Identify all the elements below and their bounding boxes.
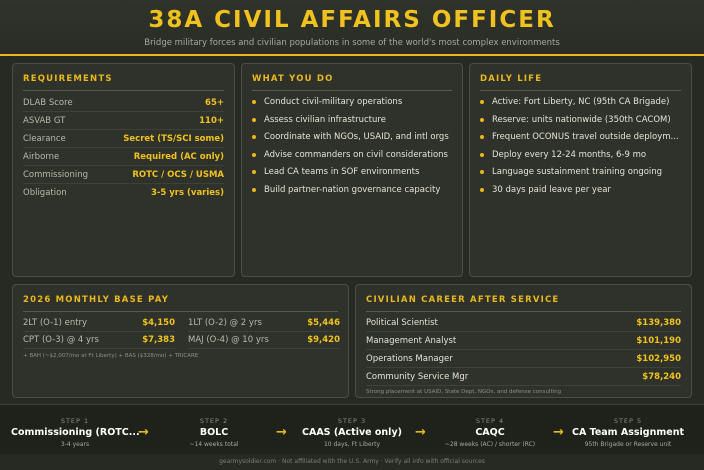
bullet-icon <box>480 153 484 157</box>
list-item: Coordinate with NGOs, USAID, and intl orgs <box>252 131 454 147</box>
step-duration: 3-4 years <box>60 441 90 448</box>
list-item: Advise commanders on civil considerations <box>252 149 454 165</box>
bullet-icon <box>252 170 256 174</box>
pay-row <box>23 333 175 349</box>
career-salary: $102,950 <box>636 354 681 364</box>
requirements-card <box>12 63 235 277</box>
career-salary: $139,380 <box>636 318 681 328</box>
bullet-icon <box>252 100 256 104</box>
bullet-icon <box>252 135 256 139</box>
what-you-do-card <box>241 63 463 277</box>
step-number: STEP 1 <box>60 417 90 425</box>
requirement-value: ROTC / OCS / USMA <box>132 170 224 180</box>
step-title: BOLC <box>199 427 229 438</box>
page-title: 38A CIVIL AFFAIRS OFFICER <box>148 7 556 33</box>
page-header <box>0 0 704 56</box>
pathway-step <box>150 405 278 455</box>
pay-title: 2026 MONTHLY BASE PAY <box>23 295 170 305</box>
requirement-row <box>23 186 224 202</box>
pathway-step <box>288 405 416 455</box>
arrow-right-icon: → <box>138 425 149 440</box>
divider <box>23 311 338 312</box>
list-item: Assess civilian infrastructure <box>252 114 454 130</box>
list-item: Reserve: units nationwide (350th CACOM) <box>480 114 683 130</box>
requirement-label: ASVAB GT <box>23 116 66 126</box>
bullet-icon <box>480 188 484 192</box>
requirement-row <box>23 132 224 148</box>
career-title: Political Scientist <box>366 318 438 328</box>
list-item: Lead CA teams in SOF environments <box>252 166 454 182</box>
civilian-career-card <box>355 284 692 398</box>
civilian-career-title: CIVILIAN CAREER AFTER SERVICE <box>366 295 560 305</box>
step-number: STEP 4 <box>475 417 505 425</box>
step-duration: ~14 weeks total <box>189 441 239 448</box>
career-pathway <box>0 404 704 454</box>
bullet-icon <box>480 135 484 139</box>
pay-amount: $7,383 <box>142 335 175 345</box>
requirement-label: Commissioning <box>23 170 89 180</box>
list-item: Active: Fort Liberty, NC (95th CA Brigade) <box>480 96 683 112</box>
career-title: Management Analyst <box>366 336 457 346</box>
civilian-footnote: Strong placement at USAID, State Dept, NGOs, and defense consulting <box>366 389 562 395</box>
career-row <box>366 351 681 368</box>
requirement-label: Airborne <box>23 152 60 162</box>
pay-grade: MAJ (O-4) @ 10 yrs <box>188 335 269 345</box>
requirement-value: 110+ <box>199 116 224 126</box>
daily-life-title: DAILY LIFE <box>480 74 543 84</box>
pay-grade: 2LT (O-1) entry <box>23 318 88 328</box>
requirement-row <box>23 150 224 166</box>
career-row <box>366 315 681 332</box>
step-number: STEP 3 <box>337 417 367 425</box>
requirement-label: Obligation <box>23 188 67 198</box>
pay-amount: $4,150 <box>142 318 175 328</box>
requirement-value: 65+ <box>205 98 224 108</box>
arrow-right-icon: → <box>553 425 564 440</box>
requirement-value: Required (AC only) <box>133 152 224 162</box>
step-duration: 95th Brigade or Reserve unit <box>584 441 672 448</box>
requirement-value: Secret (TS/SCI some) <box>123 134 224 144</box>
bullet-icon <box>480 170 484 174</box>
step-duration: 10 days, Ft Liberty <box>323 441 381 448</box>
bullet-icon <box>480 100 484 104</box>
step-title: CAAS (Active only) <box>302 427 402 438</box>
divider <box>23 90 224 91</box>
career-salary: $78,240 <box>642 372 681 382</box>
step-title: CAQC <box>475 427 505 438</box>
requirements-title: REQUIREMENTS <box>23 74 113 84</box>
step-title: Commissioning (ROTC... <box>11 427 140 438</box>
page-footer: gearmysoldier.com · Not affiliated with the U.S. Army · Verify all info with official sources <box>219 458 485 465</box>
pay-grade: CPT (O-3) @ 4 yrs <box>23 335 99 345</box>
divider <box>480 90 681 91</box>
arrow-right-icon: → <box>276 425 287 440</box>
requirement-row <box>23 96 224 112</box>
requirement-row <box>23 168 224 184</box>
list-item: Build partner-nation governance capacity <box>252 184 454 200</box>
pay-amount: $9,420 <box>307 335 340 345</box>
arrow-right-icon: → <box>415 425 426 440</box>
career-row <box>366 369 681 386</box>
career-salary: $101,190 <box>636 336 681 346</box>
pay-amount: $5,446 <box>307 318 340 328</box>
step-duration: ~28 weeks (AC) / shorter (RC) <box>444 441 536 448</box>
step-title: CA Team Assignment <box>571 427 685 438</box>
what-you-do-title: WHAT YOU DO <box>252 74 334 84</box>
career-title: Community Service Mgr <box>366 372 469 382</box>
pay-card <box>12 284 349 398</box>
bullet-icon <box>252 188 256 192</box>
bullet-icon <box>252 118 256 122</box>
list-item: Language sustainment training ongoing <box>480 166 683 182</box>
bullet-icon <box>480 118 484 122</box>
pay-row <box>188 316 340 332</box>
requirement-value: 3-5 yrs (varies) <box>150 188 224 198</box>
list-item: 30 days paid leave per year <box>480 184 683 200</box>
divider <box>366 311 681 312</box>
pathway-step <box>426 405 554 455</box>
pay-row <box>188 333 340 349</box>
bullet-icon <box>252 153 256 157</box>
requirement-row <box>23 114 224 130</box>
step-number: STEP 5 <box>613 417 643 425</box>
pay-grade: 1LT (O-2) @ 2 yrs <box>188 318 262 328</box>
daily-life-card <box>469 63 692 277</box>
career-title: Operations Manager <box>366 354 453 364</box>
divider <box>252 90 452 91</box>
pay-row <box>23 316 175 332</box>
pathway-step <box>11 405 139 455</box>
list-item: Conduct civil-military operations <box>252 96 454 112</box>
requirement-label: Clearance <box>23 134 66 144</box>
page-subtitle: Bridge military forces and civilian populations in some of the world's most complex environments <box>144 38 560 48</box>
career-row <box>366 333 681 350</box>
requirement-label: DLAB Score <box>23 98 73 108</box>
pathway-step <box>564 405 692 455</box>
list-item: Deploy every 12-24 months, 6-9 mo <box>480 149 683 165</box>
pay-footnote: + BAH (~$2,007/mo at Ft Liberty) + BAS ($328/mo) + TRICARE <box>23 353 199 359</box>
step-number: STEP 2 <box>199 417 229 425</box>
list-item: Frequent OCONUS travel outside deploym... <box>480 131 683 147</box>
